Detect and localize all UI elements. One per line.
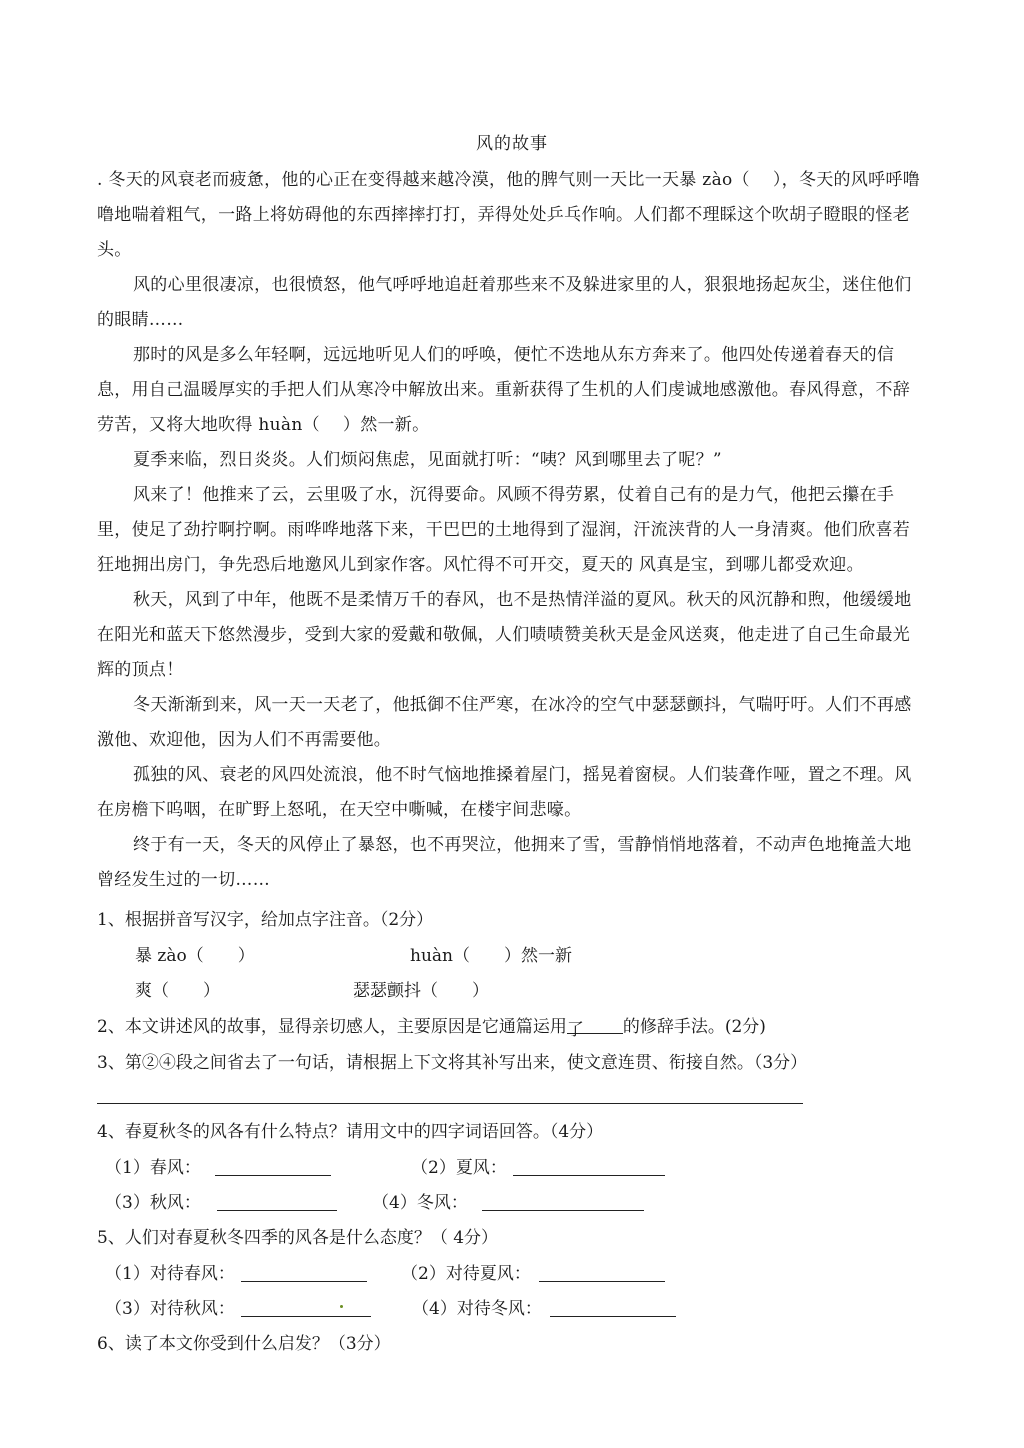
q4-blank-autumn[interactable] (217, 1192, 337, 1211)
q5-blank-autumn[interactable] (241, 1298, 371, 1317)
q1-item-shuang: 爽（ ） (135, 981, 220, 1001)
q5-blank-summer[interactable] (539, 1263, 665, 1282)
q5-label-spring: （1）对待春风： (105, 1264, 235, 1284)
page-title: 风的故事 (476, 134, 548, 154)
q1-item-sese: 瑟瑟颤抖（ ） (353, 981, 489, 1001)
q5-item-summer (401, 1259, 665, 1284)
question-6: 6、读了本文你受到什么启发？（3分） (97, 1334, 391, 1354)
q2-text-post: 的修辞手法。(2分) (622, 1017, 766, 1037)
q1-item-zao: 暴 zào（ ） (135, 946, 255, 966)
paragraph-4: 夏季来临，烈日炎炎。人们烦闷焦虑，见面就打听：“咦？风到哪里去了呢？” (133, 450, 722, 470)
q4-blank-spring[interactable] (215, 1157, 331, 1176)
q4-blank-winter[interactable] (482, 1192, 644, 1211)
paragraph-5: 风来了！他推来了云，云里吸了水，沉得要命。风顾不得劳累，仗着自己有的是力气，他把云攥在手里，使足了劲拧啊拧啊。雨哗哗地落下来，干巴巴的土地得到了湿润，汗流浃背的人一身清爽。他们欣喜若狂地拥出房门，争先恐后地邀风儿到家作客。风忙得不可开交，夏天的 风真是宝，到哪儿都受欢迎。 (97, 485, 911, 575)
paragraph-1: . 冬天的风衰老而疲惫，他的心正在变得越来越冷漠，他的脾气则一天比一天暴 zào（ ），冬天的风呼呼噜噜地喘着粗气，一路上将妨碍他的东西摔摔打打，弄得处处乒乓作响。人们都不理睬这个吹胡子瞪眼的怪老头。 (97, 170, 921, 260)
paragraph-8: 孤独的风、衰老的风四处流浪，他不时气恼地推搡着屋门，摇晃着窗棂。人们装聋作哑，置之不理。风在房檐下呜咽，在旷野上怒吼，在天空中嘶喊，在楼宇间悲嚎。 (97, 765, 912, 820)
paragraph-3: 那时的风是多么年轻啊，远远地听见人们的呼唤，便忙不迭地从东方奔来了。他四处传递着春天的信息，用自己温暖厚实的手把人们从寒冷中解放出来。重新获得了生机的人们虔诚地感激他。春风得意，不辞劳苦，又将大地吹得 huàn（ ）然一新。 (97, 345, 911, 435)
q4-label-autumn: （3）秋风： (105, 1193, 201, 1213)
question-4: 4、春夏秋冬的风各有什么特点？请用文中的四字词语回答。（4分） (97, 1122, 604, 1142)
q4-item-autumn (105, 1188, 337, 1213)
q4-item-spring (105, 1153, 331, 1178)
q2-text-pre: 2、本文讲述风的故事，显得亲切感人，主要原因是它通篇运用 (97, 1017, 567, 1037)
story-text (97, 163, 923, 898)
q3-answer-line[interactable] (97, 1103, 803, 1104)
paragraph-7: 冬天渐渐到来，风一天一天老了，他抵御不住严寒，在冰冷的空气中瑟瑟颤抖，气喘吁吁。人们不再感激他、欢迎他，因为人们不再需要他。 (97, 695, 912, 750)
q4-item-winter (372, 1188, 644, 1213)
question-5: 5、人们对春夏秋冬四季的风各是什么态度？（ 4分） (97, 1228, 499, 1248)
q5-label-autumn: （3）对待秋风： (105, 1299, 235, 1319)
q5-item-spring (105, 1259, 367, 1284)
q4-label-summer: （2）夏风： (411, 1158, 507, 1178)
q2-fill-text: 了 (566, 1020, 584, 1040)
q5-item-winter (412, 1294, 676, 1319)
q1-item-huan: huàn（ ）然一新 (410, 946, 572, 966)
question-3: 3、第②④段之间省去了一句话，请根据上下文将其补写出来，使文意连贯、衔接自然。（3分） (97, 1053, 808, 1073)
paragraph-9: 终于有一天，冬天的风停止了暴怒，也不再哭泣，他拥来了雪，雪静悄悄地落着，不动声色地掩盖大地曾经发生过的一切…… (97, 835, 912, 890)
q5-label-summer: （2）对待夏风： (401, 1264, 531, 1284)
q4-label-spring: （1）春风： (105, 1158, 201, 1178)
q4-blank-summer[interactable] (513, 1157, 665, 1176)
q4-label-winter: （4）冬风： (372, 1193, 468, 1213)
q5-item-autumn (105, 1294, 371, 1319)
question-2 (97, 1012, 766, 1040)
q5-blank-winter[interactable] (550, 1298, 676, 1317)
question-1: 1、根据拼音写汉字，给加点字注音。（2分） (97, 910, 434, 930)
paragraph-6: 秋天，风到了中年，他既不是柔情万千的春风，也不是热情洋溢的夏风。秋天的风沉静和煦，他缓缓地在阳光和蓝天下悠然漫步，受到大家的爱戴和敬佩，人们啧啧赞美秋天是金风送爽，他走进了自己生命最光辉的顶点！ (97, 590, 912, 680)
q5-label-winter: （4）对待冬风： (412, 1299, 542, 1319)
paragraph-2: 风的心里很凄凉，也很愤怒，他气呼呼地追赶着那些来不及躲进家里的人，狠狠地扬起灰尘，迷住他们的眼睛…… (97, 275, 912, 330)
q5-blank-spring[interactable] (241, 1263, 367, 1282)
stray-mark-dot (340, 1305, 343, 1308)
q2-answer-blank[interactable] (566, 1015, 623, 1040)
q4-item-summer (411, 1153, 665, 1178)
